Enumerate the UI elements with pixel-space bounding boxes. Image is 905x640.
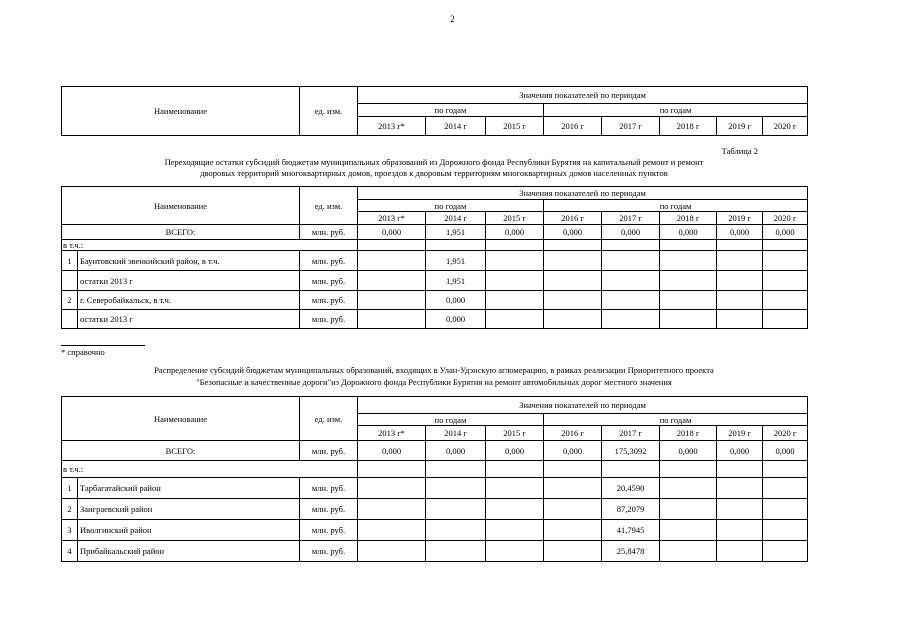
value-cell [763,291,808,310]
value-cell [660,499,717,520]
value-cell [358,251,426,271]
value-cell [660,291,717,310]
total-row [62,225,808,240]
year-header: 2018 г [660,212,717,225]
value-cell: 25,8478 [602,541,660,562]
values-header: Значения показателей по периодам [358,397,808,414]
values-header: Значения показателей по периодам [358,87,808,104]
page-number: 2 [450,14,455,24]
year-header: 2020 г [763,117,808,136]
row-number: 1 [62,478,78,499]
total-row [62,441,808,461]
unit-cell: млн. руб. [300,520,358,541]
row-name: Прибайкальский район [78,541,300,562]
unit-cell: млн. руб. [300,499,358,520]
value-cell: 0,000 [717,225,763,240]
year-header: 2016 г [544,117,602,136]
value-cell [717,478,763,499]
row-name: Иволгинский район [78,520,300,541]
year-header: 2016 г [544,212,602,225]
table-row [62,291,808,310]
value-cell: 0,000 [358,225,426,240]
value-cell [544,541,602,562]
value-cell: 0,000 [486,225,544,240]
table2-title-line1: Переходящие остатки субсидий бюджетам муниципальных образований из Дорожного фонда Республики Бурятия на капитальный ремонт и ремонт [164,157,704,167]
row-number [62,271,78,291]
value-cell [426,499,486,520]
table-label: Таблица 2 [721,146,758,156]
row-name: Заиграевский район [78,499,300,520]
header-table [61,86,808,136]
value-cell [717,271,763,291]
value-cell [763,499,808,520]
row-name: остатки 2013 г [78,310,300,329]
value-cell [486,251,544,271]
value-cell: 87,2079 [602,499,660,520]
value-cell [717,310,763,329]
by-years-header: по годам [358,200,544,212]
unit-cell: млн. руб. [300,271,358,291]
value-cell [763,271,808,291]
value-cell [660,271,717,291]
footnote-divider [61,345,145,346]
unit-cell: млн. руб. [300,291,358,310]
value-cell [544,520,602,541]
year-header: 2019 г [717,212,763,225]
year-header: 2017 г [602,212,660,225]
value-cell: 0,000 [717,441,763,461]
value-cell: 20,4590 [602,478,660,499]
value-cell [763,310,808,329]
year-header: 2020 г [763,426,808,441]
value-cell: 0,000 [660,441,717,461]
value-cell [358,310,426,329]
value-cell [486,310,544,329]
value-cell: 1,951 [426,225,486,240]
unit-cell: млн. руб. [300,310,358,329]
row-number: 2 [62,291,78,310]
value-cell [717,541,763,562]
value-cell [763,520,808,541]
value-cell [486,499,544,520]
value-cell [660,541,717,562]
unit-cell: млн. руб. [300,541,358,562]
unit-cell: млн. руб. [300,441,358,461]
value-cell [544,271,602,291]
value-cell [544,251,602,271]
value-cell [660,520,717,541]
year-header: 2019 г [717,426,763,441]
value-cell: 0,000 [763,441,808,461]
value-cell [717,499,763,520]
unit-cell: млн. руб. [300,225,358,240]
table3 [61,396,808,562]
values-header: Значения показателей по периодам [358,187,808,200]
table3-title-line1: Распределение субсидий бюджетам муниципальных образований, входящих в Улан-Удэнскую агломерацию, в рамках реализации Приоритетного проекта [154,365,714,375]
table-row [62,520,808,541]
value-cell [358,291,426,310]
value-cell: 0,000 [602,225,660,240]
row-number: 1 [62,251,78,271]
value-cell: 0,000 [763,225,808,240]
year-header: 2013 г* [358,117,426,136]
table-row [62,541,808,562]
value-cell [486,271,544,291]
incl-label: в т.ч.: [62,461,358,478]
value-cell [426,478,486,499]
unit-cell: млн. руб. [300,251,358,271]
value-cell [486,520,544,541]
value-cell [486,541,544,562]
year-header: 2014 г [426,212,486,225]
value-cell [358,271,426,291]
year-header: 2019 г [717,117,763,136]
value-cell [602,291,660,310]
row-number [62,310,78,329]
row-number: 4 [62,541,78,562]
total-label: ВСЕГО: [62,441,300,461]
footnote: * справочно [61,347,105,357]
row-name: остатки 2013 г [78,271,300,291]
incl-row [62,240,808,251]
year-header: 2014 г [426,426,486,441]
value-cell [544,291,602,310]
unit-cell: млн. руб. [300,478,358,499]
table2-title-line2: дворовых территорий многоквартирных домов, проездов к дворовым территориям многоквартирных домов населенных пунктов [200,168,668,178]
name-header: Наименование [62,397,300,441]
value-cell [660,310,717,329]
row-name: Баунтовский эвенкийский район, в т.ч. [78,251,300,271]
year-header: 2016 г [544,426,602,441]
table2 [61,186,808,329]
value-cell [660,478,717,499]
row-name: Тарбагатайский район [78,478,300,499]
name-header: Наименование [62,87,300,136]
row-name: г. Северобайкальск, в т.ч. [78,291,300,310]
name-header: Наименование [62,187,300,225]
year-header: 2014 г [426,117,486,136]
unit-header: ед. изм. [300,397,358,441]
value-cell: 0,000 [544,441,602,461]
value-cell: 0,000 [358,441,426,461]
row-number: 2 [62,499,78,520]
by-years-header: по годам [544,200,808,212]
value-cell [763,478,808,499]
value-cell [602,271,660,291]
table3-title-line2: "Безопасные и качественные дороги"из Дорожного фонда Республики Бурятия на ремонт автомобильных дорог местного значения [196,377,672,387]
value-cell [602,251,660,271]
by-years-header: по годам [358,104,544,117]
year-header: 2018 г [660,426,717,441]
year-header: 2017 г [602,117,660,136]
unit-header: ед. изм. [300,187,358,225]
year-header: 2015 г [486,117,544,136]
year-header: 2013 г* [358,426,426,441]
incl-row [62,461,808,478]
table-row [62,499,808,520]
value-cell [544,310,602,329]
value-cell [358,499,426,520]
value-cell: 0,000 [660,225,717,240]
value-cell [660,251,717,271]
value-cell [358,541,426,562]
value-cell [426,520,486,541]
value-cell [763,251,808,271]
value-cell [717,520,763,541]
year-header: 2015 г [486,426,544,441]
incl-label: в т.ч.: [62,240,358,251]
value-cell [544,499,602,520]
value-cell [544,478,602,499]
value-cell [486,478,544,499]
value-cell: 1,951 [426,251,486,271]
table-row [62,478,808,499]
value-cell [602,310,660,329]
value-cell [717,251,763,271]
value-cell [358,478,426,499]
year-header: 2018 г [660,117,717,136]
value-cell: 0,000 [426,310,486,329]
value-cell [358,520,426,541]
by-years-header: по годам [544,104,808,117]
value-cell [717,291,763,310]
value-cell: 1,951 [426,271,486,291]
value-cell [763,541,808,562]
value-cell: 0,000 [544,225,602,240]
value-cell: 175,3092 [602,441,660,461]
table-row [62,271,808,291]
year-header: 2017 г [602,426,660,441]
value-cell: 0,000 [426,441,486,461]
value-cell [426,541,486,562]
value-cell [486,291,544,310]
year-header: 2015 г [486,212,544,225]
total-label: ВСЕГО: [62,225,300,240]
value-cell: 0,000 [426,291,486,310]
year-header: 2013 г* [358,212,426,225]
row-number: 3 [62,520,78,541]
table-row [62,310,808,329]
value-cell: 41,7945 [602,520,660,541]
by-years-header: по годам [544,414,808,426]
by-years-header: по годам [358,414,544,426]
unit-header: ед. изм. [300,87,358,136]
table-row [62,251,808,271]
year-header: 2020 г [763,212,808,225]
value-cell: 0,000 [486,441,544,461]
